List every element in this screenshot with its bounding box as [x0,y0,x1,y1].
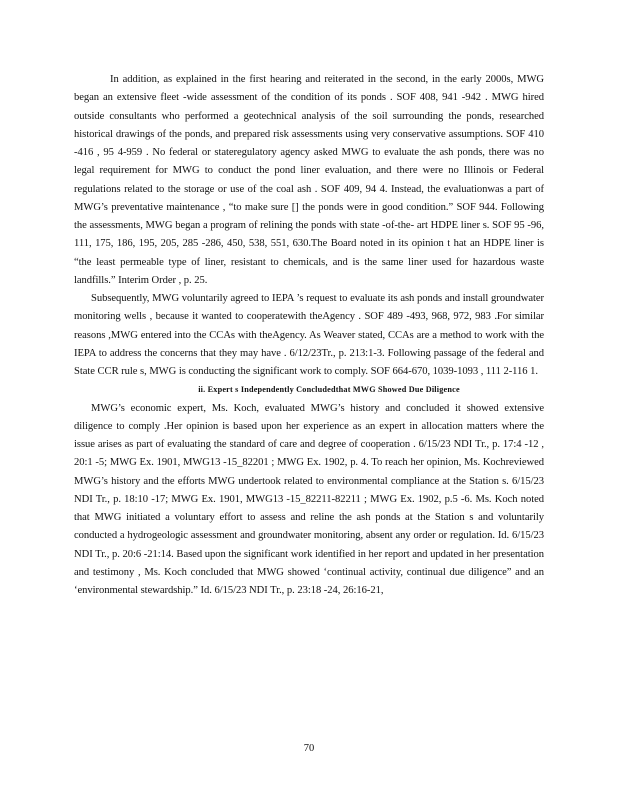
section-heading: ii. Expert s Independently Concludedthat MWG Showed Due Diligence [198,385,460,395]
body-text [74,71,544,600]
paragraph-expert: MWG’s economic expert, Ms. Koch, evaluated MWG’s history and concluded it showed extensive diligence to comply .Her opinion is based upon her experience as an expert in allocation matters where the issue arises as part of evaluating the standard of care and degree of cooperation . 6/15/23 NDI Tr., p. 17:4 -12 , 20:1 -5; MWG Ex. 1901, MWG13 -15_82201 ; MWG Ex. 1902, p. 4. To reach her opinion, Ms. Kochreviewed MWG’s history and the efforts MWG undertook related to environmental compliance at the Station s. 6/15/23 NDI Tr., p. 18:10 -17; MWG Ex. 1901, MWG13 -15_82211-82211 ; MWG Ex. 1902, p.5 -6. Ms. Koch noted that MWG initiated a voluntary effort to assess and reline the ash ponds at the Station s and voluntarily conducted a hydrogeologic assessment and groundwater monitoring, absent any order or regulation. Id. 6/15/23 NDI Tr., p. 20:6 -21:14. Based upon the significant work identified in her report and updated in her presentation and testimony , Ms. Koch concluded that MWG showed ‘continual activity, continual due diligence” and an ‘environmental stewardship.” Id. 6/15/23 NDI Tr., p. 23:18 -24, 26:16-21, [74,402,544,596]
paragraph-assessment: In addition, as explained in the first hearing and reiterated in the second, in the early 2000s, MWG began an extensive fleet -wide assessment of the condition of its ponds . SOF 408, 941 -942 . MWG hired outside consultants who performed a geotechnical analysis of the soil surrounding the ponds, researched historical drawings of the ponds, and prepared risk assessments using very conservative assumptions. SOF 410 -416 , 95 4-959 . No federal or stateregulatory agency asked MWG to evaluate the ash ponds, there was no legal requirement for MWG to conduct the pond liner evaluation, and there were no Illinois or Federal regulations related to the storage or use of the coal ash . SOF 409, 94 4. Instead, the evaluationwas a part of MWG’s preventative maintenance , “to make sure [] the ponds were in good condition.” SOF 944. Following the assessments, MWG began a program of relining the ponds with state -of-the- art HDPE liner s. SOF 95 -96, 111, 175, 186, 195, 205, 285 -286, 450, 538, 551, 630.The Board noted in its opinion t hat an HDPE liner is “the least permeable type of liner, resistant to chemicals, and is the same liner used for hazardous waste landfills.” Interim Order , p. 25. [74,74,544,286]
paragraph-cooperation: Subsequently, MWG voluntarily agreed to IEPA ’s request to evaluate its ash ponds and install groundwater monitoring wells , because it wanted to cooperatewith theAgency . SOF 489 -493, 968, 972, 983 .For similar reasons ,MWG entered into the CCAs with theAgency. As Weaver stated, CCAs are a method to work with the IEPA to address the concerns that they may have . 6/12/23Tr., p. 213:1-3. Following passage of the federal and State CCR rule s, MWG is conducting the significant work to comply. SOF 664-670, 1039-1093 , 111 2-116 1. [74,293,544,377]
page-number: 70 [303,743,315,754]
